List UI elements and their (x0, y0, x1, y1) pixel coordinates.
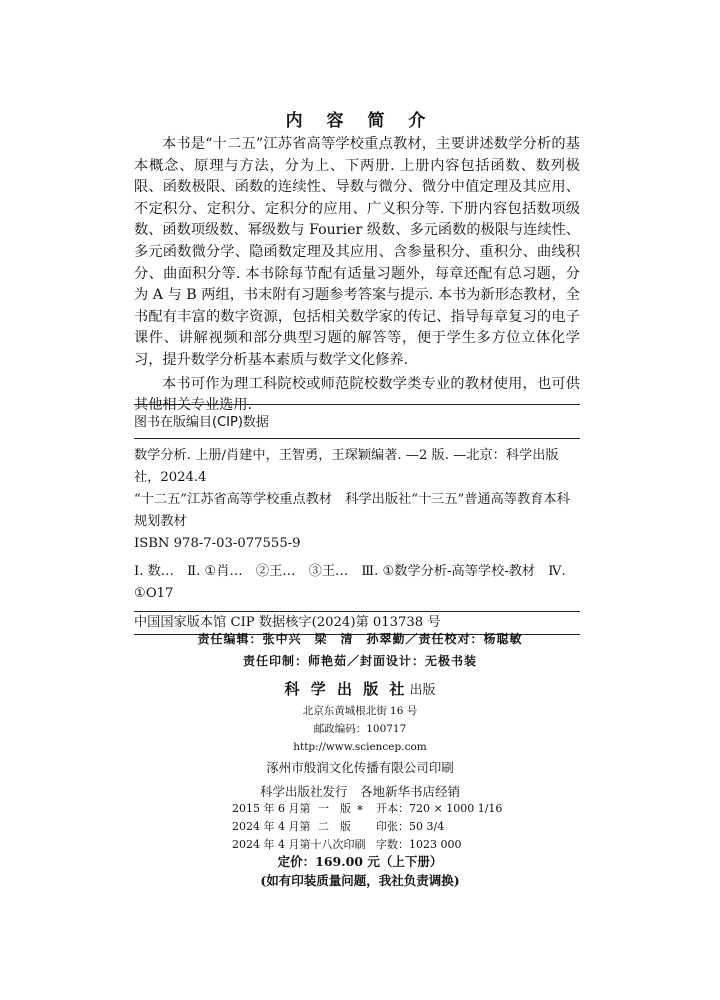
publisher-name (0, 678, 720, 702)
cip-top-rule (134, 404, 580, 405)
spec-date: 2024 年 4 月第十八次印刷 (232, 838, 366, 851)
price-line: 定价：169.00 元（上下册） (277, 854, 443, 869)
spec-row (232, 800, 552, 818)
intro-section (134, 134, 580, 419)
spec-info: 印张：50 3/4 (376, 820, 445, 833)
spec-edition: 二 版 (318, 820, 351, 833)
spec-date: 2015 年 6 月第 (232, 802, 311, 815)
distribution-line: 科学出版社发行 各地新华书店经销 (259, 784, 460, 799)
spec-info: 开本：720 × 1000 1/16 (376, 802, 503, 815)
separator-star: * (357, 803, 363, 817)
cip-number: 中国国家版本馆 CIP 数据核字(2024)第 013738 号 (134, 615, 441, 630)
cip-bibliographic-line: 数学分析. 上册/肖建中，王智勇，王琛颖编著. —2 版. —北京：科学出版社，2024.4 (134, 448, 559, 485)
spec-edition: 一 版 (318, 802, 351, 815)
cip-heading: 图书在版编目(CIP)数据 (134, 415, 269, 430)
intro-paragraph-2: 本书可作为理工科院校或师范院校数学类专业的教材使用，也可供其他相关专业选用. (134, 375, 580, 414)
spec-date: 2024 年 4 月第 (232, 820, 311, 833)
intro-title: 内 容 简 介 (285, 111, 435, 131)
intro-paragraph-1: 本书是“十二五”江苏省高等学校重点教材，主要讲述数学分析的基本概念、原理与方法，分为上、下两册. 上册内容包括函数、数列极限、函数极限、函数的连续性、导数与微分、微分中值定理及其应用、不定积分、定积分、定积分的应用、广义积分等. 下册内容包括数项级数、函数项级数、幂级数与 Fourier 级数、多元函数的极限与连续性、多元函数微分学、隐函数定理及其应用、含参量积分、重积分、曲线积分、曲面积分等. 本书除每节配有适量习题外，每章还配有总习题，分为 A 与 B 两组，书末附有习题参考答案与提示. 本书为新形态教材，全书配有丰富的数字资源，包括相关数学家的传记、指导每章复习的电子课件、讲解视频和部分典型习题的解答等，便于学生多方位立体化学习，提升数学分析基本素质与数学文化修养. (134, 136, 580, 368)
publisher-postcode: 邮政编码：100717 (313, 723, 407, 735)
printer-line: 涿州市般润文化传播有限公司印刷 (266, 760, 454, 775)
quality-note: (如有印装质量问题，我社负责调换) (260, 873, 460, 888)
spec-info: 字数：1023 000 (376, 838, 462, 851)
price-block (0, 852, 720, 890)
publisher-address: 北京东黄城根北街 16 号 (302, 705, 418, 717)
cip-block (134, 404, 580, 635)
publisher-suffix: 出版 (409, 683, 436, 698)
cip-classification: Ⅰ. 数… Ⅱ. ①肖… ②王… ③王… Ⅲ. ①数学分析-高等学校-教材 Ⅳ. ①O17 (134, 564, 566, 601)
edition-spec-table (232, 800, 552, 854)
publisher-logo-text: 科 学 出 版 社 (284, 680, 408, 698)
spec-row (232, 818, 552, 836)
publisher-website: http://www.sciencep.com (293, 741, 427, 753)
credits-block (0, 628, 720, 816)
cip-isbn: ISBN 978-7-03-077555-9 (134, 536, 301, 551)
editors-line: 责任编辑：张中兴 梁 清 孙翠勤／责任校对：杨聪敏 (197, 632, 523, 646)
cip-series-line: “十二五”江苏省高等学校重点教材 科学出版社“十三五”普通高等教育本科规划教材 (134, 492, 570, 529)
printing-design-line: 责任印制：师艳茹／封面设计：无极书装 (242, 654, 477, 668)
